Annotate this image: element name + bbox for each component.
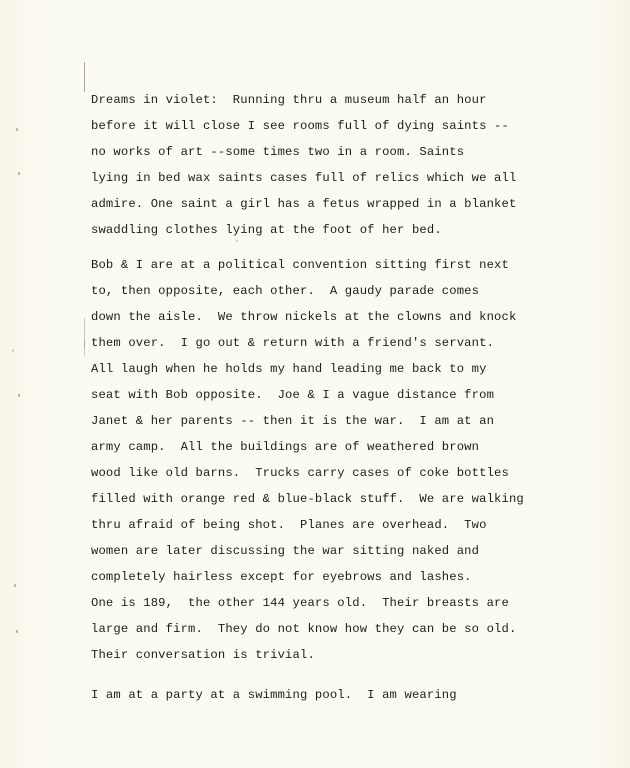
text-line: I am at a party at a swimming pool. I am wearing (91, 688, 457, 702)
text-line: army camp. All the buildings are of weathered brown (91, 440, 480, 454)
text-line: swaddling clothes lying at the foot of her bed. (91, 223, 442, 237)
text-line: All laugh when he holds my hand leading me back to my (91, 362, 487, 376)
paper-speck (12, 349, 14, 352)
text-line: down the aisle. We throw nickels at the clowns and knock (91, 310, 517, 324)
text-line: seat with Bob opposite. Joe & I a vague distance from (91, 388, 495, 402)
text-line: no works of art --some times two in a room. Saints (91, 145, 465, 159)
text-line: thru afraid of being shot. Planes are overhead. Two (91, 518, 487, 532)
paper-speck (18, 172, 20, 175)
text-line: lying in bed wax saints cases full of relics which we all (91, 171, 517, 185)
margin-mark-lower (84, 340, 85, 356)
text-line: One is 189, the other 144 years old. Their breasts are (91, 596, 509, 610)
margin-mark-top (84, 62, 85, 92)
paper-speck (18, 394, 20, 397)
paper-speck (16, 630, 18, 633)
text-line: wood like old barns. Trucks carry cases of coke bottles (91, 466, 509, 480)
text-line: Dreams in violet: Running thru a museum half an hour (91, 93, 487, 107)
text-line: large and firm. They do not know how they can be so old. (91, 622, 517, 636)
text-line: women are later discussing the war sitting naked and (91, 544, 480, 558)
text-line: them over. I go out & return with a friend's servant. (91, 336, 495, 350)
paragraph-spacer (91, 243, 491, 252)
text-line: filled with orange red & blue-black stuff. We are walking (91, 492, 524, 506)
paper-speck (16, 128, 18, 131)
text-line: before it will close I see rooms full of dying saints -- (91, 119, 509, 133)
paragraph-swimming-pool (91, 682, 491, 708)
document-body (91, 87, 524, 708)
text-line: Bob & I are at a political convention sitting first next (91, 258, 509, 272)
paper-speck (14, 584, 16, 587)
paragraph-dreams-in-violet (91, 87, 517, 243)
text-line: Their conversation is trivial. (91, 648, 315, 662)
paragraph-spacer (91, 668, 491, 682)
text-line: Janet & her parents -- then it is the war. I am at an (91, 414, 495, 428)
paragraph-political-convention (91, 252, 524, 668)
text-line: completely hairless except for eyebrows and lashes. (91, 570, 472, 584)
text-line: to, then opposite, each other. A gaudy parade comes (91, 284, 480, 298)
text-line: admire. One saint a girl has a fetus wrapped in a blanket (91, 197, 517, 211)
